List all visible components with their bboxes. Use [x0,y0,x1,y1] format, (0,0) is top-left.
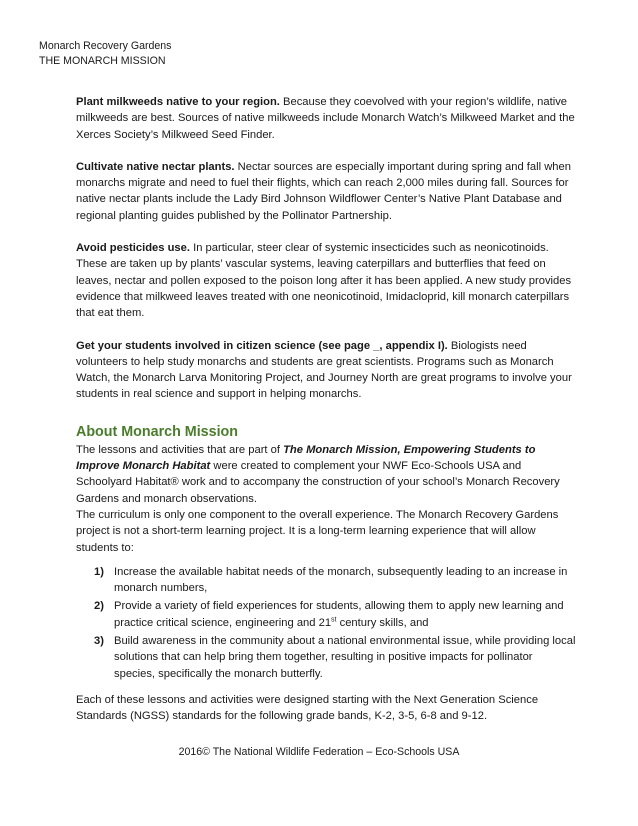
list-number: 3) [94,635,104,648]
tip-paragraph [76,94,576,143]
list-text: Increase the available habitat needs of the monarch, subsequently leading to an increase in monarch numbers, [114,565,568,595]
tip-body: Nectar sources are especially important during spring and fall when monarchs migrate and need to fuel their flights, which can reach 2,000 miles during fall. Sources for native nectar plants include the Lady Bird Johnson Wildflower Center’s Native Plant Database and regional planting guides published by the Pollinator Partnership. [76,160,571,222]
tip-paragraph [76,338,576,403]
curriculum-title: The Monarch Mission, Empowering Students to Improve Monarch Habitat [76,443,536,473]
list-item [76,633,576,682]
header-org: Monarch Recovery Gardens [39,40,172,52]
section-heading: About Monarch Mission [76,423,239,440]
curriculum-paragraph: The curriculum is only one component to the overall experience. The Monarch Recovery Gardens project is not a short-term learning project. It is a long-term learning experience that will allow students to: [76,508,559,554]
tip-body: In particular, steer clear of systemic insecticides such as neonicotinoids. These are taken up by plants’ vascular systems, leaving caterpillars and butterflies that feed on leaves, nectar and pollen exposed to the poison long after it has been applied. A new study provides evidence that milkweed leaves treated with one neonicotinoid, Imidacloprid, kill monarch caterpillars that eat them. [76,242,572,320]
list-number: 2) [94,600,104,613]
document-body [76,94,576,725]
tip-title: Cultivate native nectar plants. [76,160,235,173]
intro-text-end: were created to complement your NWF Eco-Schools USA and Schoolyard Habitat® work and to accompany the construction of your school’s Monarch Recovery Gardens and monarch observations. [76,460,560,505]
header-title: THE MONARCH MISSION [39,55,166,67]
closing-paragraph: Each of these lessons and activities were designed starting with the Next Generation Science Standards (NGSS) standards for the following grade bands, K-2, 3-5, 6-8 and 9-12. [76,693,539,723]
intro-text: The lessons and activities that are part of [76,443,284,456]
tip-paragraph [76,159,576,224]
tip-paragraph [76,240,576,321]
list-text-end: century skills, and [336,616,429,629]
page-header [39,39,171,69]
tip-body: Biologists need volunteers to help study monarchs and students are great scientists. Programs such as Monarch Watch, the Monarch Larva Monitoring Project, and Journey North are great programs to involve your students in real science and support in helping monarchs. [76,339,572,401]
tip-body: Because they coevolved with your region’s wildlife, native milkweeds are best. Sources of native milkweeds include Monarch Watch’s Milkweed Market and the Xerces Society’s Milkweed Seed Finder. [76,96,575,141]
list-item [76,564,576,597]
goals-list [76,564,576,682]
list-item [76,598,576,631]
list-text: Provide a variety of field experiences for students, allowing them to apply new learning and practice critical science, engineering and 21 [114,600,564,629]
tip-title: Avoid pesticides use. [76,242,190,255]
list-text: Build awareness in the community about a national environmental issue, while providing local solutions that can help bring them together, resulting in positive impacts for pollinator species, specifically the monarch butterfly. [114,635,576,680]
about-intro [76,442,576,507]
about-section [76,442,576,725]
page-footer: 2016© The National Wildlife Federation – Eco-Schools USA [178,746,460,758]
tip-title: Plant milkweeds native to your region. [76,96,280,108]
superscript: st [331,615,337,623]
tip-title: Get your students involved in citizen science (see page _, appendix I). [76,339,448,352]
list-number: 1) [94,565,104,578]
